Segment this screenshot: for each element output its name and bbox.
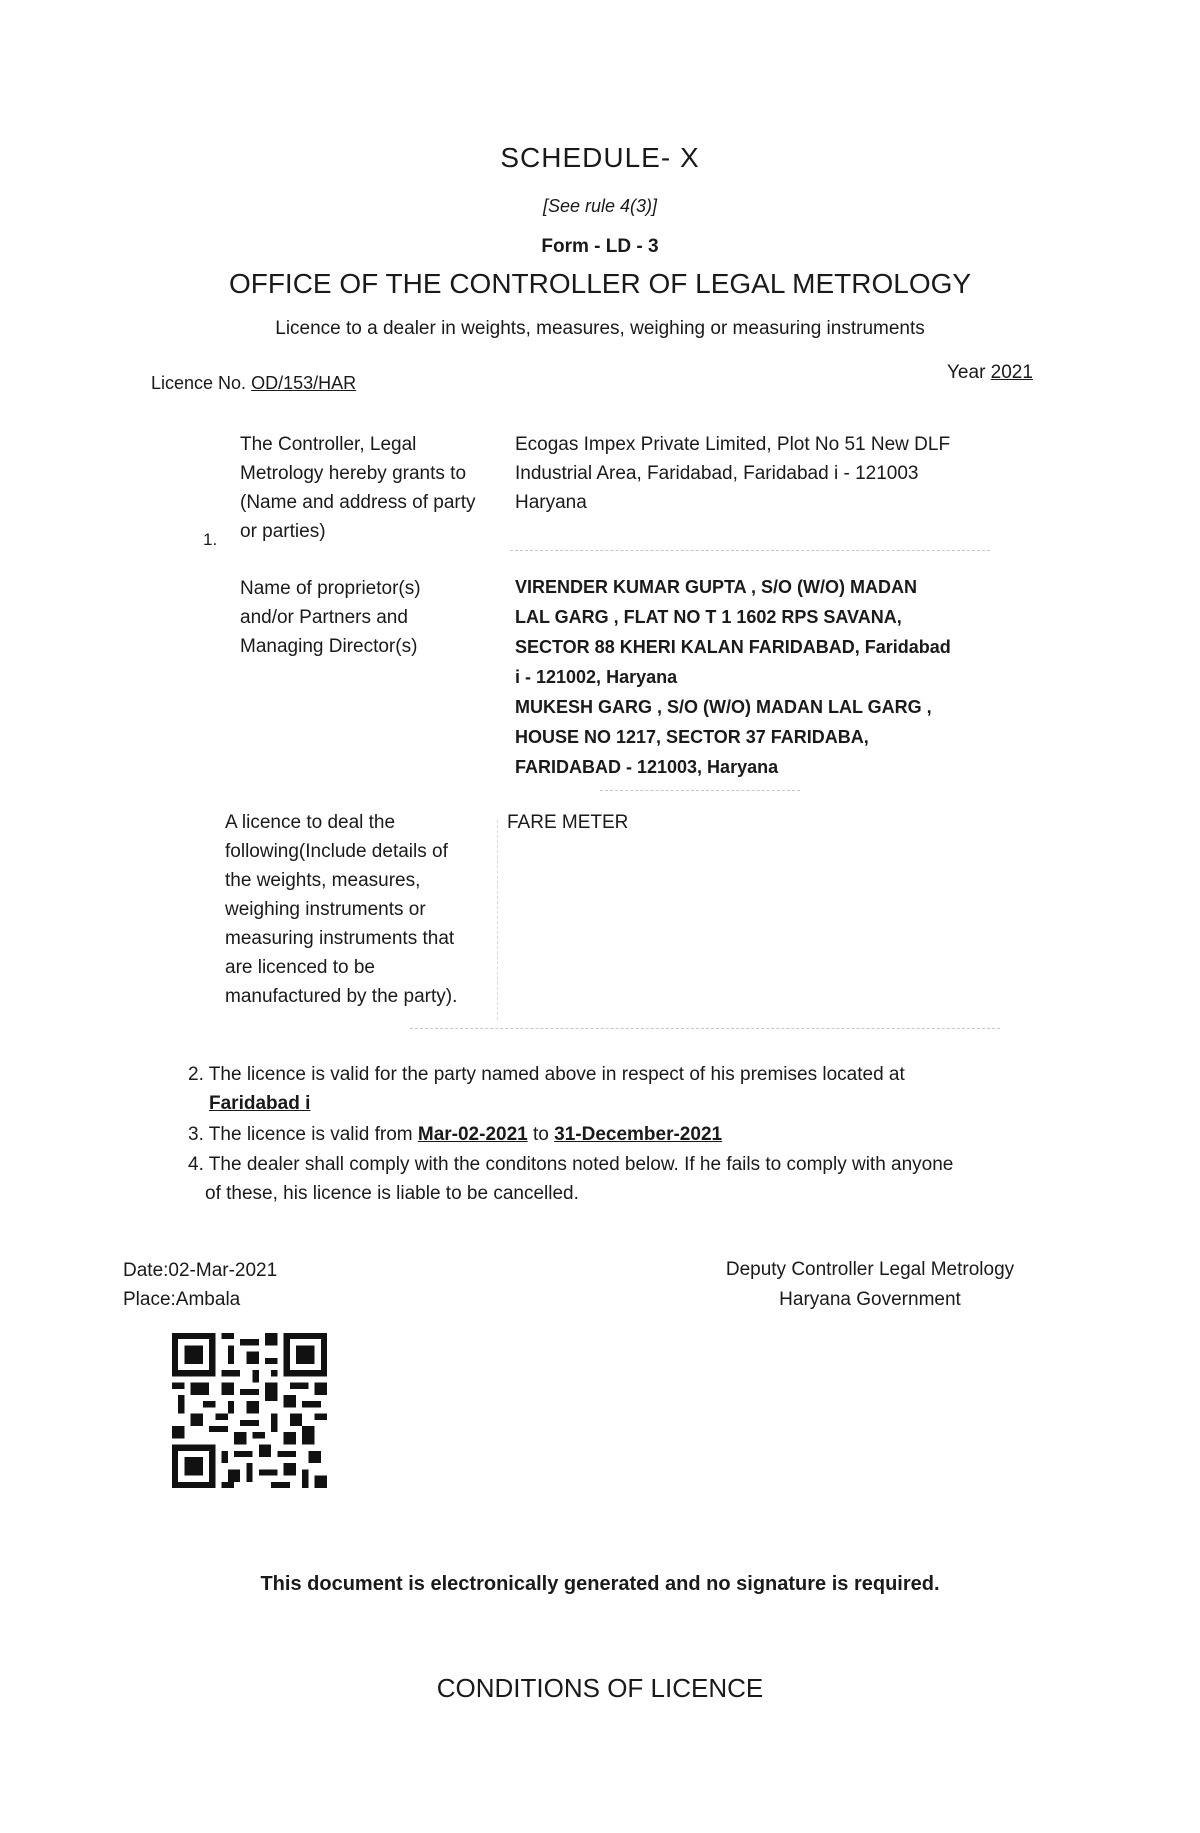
row-divider xyxy=(510,550,990,551)
year-label: Year xyxy=(947,362,986,383)
label-line: measuring instruments that xyxy=(225,928,455,949)
form-number: Form - LD - 3 xyxy=(541,236,659,257)
value-line: i - 121002, Haryana xyxy=(515,667,678,687)
proprietors-list xyxy=(515,572,1015,782)
value-line: Ecogas Impex Private Limited, Plot No 51 New DLF xyxy=(515,434,951,455)
issue-place: Place:Ambala xyxy=(123,1289,241,1310)
clause-4 xyxy=(188,1150,1048,1208)
value-line: Industrial Area, Faridabad, Faridabad i - 121003 xyxy=(515,463,919,484)
label-line: following(Include details of xyxy=(225,841,448,862)
label-line: A licence to deal the xyxy=(225,812,396,833)
value-line: Haryana xyxy=(515,492,587,513)
value-line: HOUSE NO 1217, SECTOR 37 FARIDABA, xyxy=(515,727,869,747)
licence-description: Licence to a dealer in weights, measures, weighing or measuring instruments xyxy=(275,318,925,339)
clause-number: 3. xyxy=(188,1124,204,1145)
clause-text: The licence is valid from xyxy=(208,1124,413,1145)
table-bottom-divider xyxy=(410,1028,1000,1029)
conditions-heading: CONDITIONS OF LICENCE xyxy=(436,1673,764,1703)
label-line: are licenced to be xyxy=(225,957,375,978)
grantor-label xyxy=(240,430,490,546)
label-line: manufactured by the party). xyxy=(225,986,458,1007)
clause-text: The licence is valid for the party named above in respect of his premises located at xyxy=(208,1064,905,1085)
valid-to-date: 31-December-2021 xyxy=(554,1124,723,1145)
label-line: and/or Partners and xyxy=(240,607,408,628)
clause-2 xyxy=(188,1060,1028,1118)
licence-number-value: OD/153/HAR xyxy=(251,373,357,393)
label-line: the weights, measures, xyxy=(225,870,421,891)
premises-location: Faridabad i xyxy=(209,1093,311,1114)
schedule-title: SCHEDULE- X xyxy=(500,142,700,173)
label-line: or parties) xyxy=(240,521,326,542)
electronic-document-note: This document is electronically generated and no signature is required. xyxy=(260,1573,940,1595)
label-line: Name of proprietor(s) xyxy=(240,578,421,599)
column-divider xyxy=(497,820,498,1020)
clause-text: of these, his licence is liable to be cancelled. xyxy=(205,1183,579,1204)
value-line: SECTOR 88 KHERI KALAN FARIDABAD, Faridabad xyxy=(515,637,951,657)
proprietors-label xyxy=(240,574,490,661)
signatory-title: Deputy Controller Legal Metrology xyxy=(725,1259,1015,1280)
label-line: (Name and address of party xyxy=(240,492,476,513)
licence-number xyxy=(151,373,356,394)
licence-number-label: Licence No. xyxy=(151,373,247,393)
label-line: Metrology hereby grants to xyxy=(240,463,467,484)
instruments-value xyxy=(507,808,807,837)
clause-number: 4. xyxy=(188,1154,204,1175)
clause-text: The dealer shall comply with the conditons noted below. If he fails to comply with anyone xyxy=(208,1154,954,1175)
row-divider xyxy=(600,790,800,791)
issue-details xyxy=(123,1256,277,1314)
item-number: 1. xyxy=(203,530,218,549)
clause-3 xyxy=(188,1120,1028,1149)
clause-number: 2. xyxy=(188,1064,204,1085)
value-line: MUKESH GARG , S/O (W/O) MADAN LAL GARG , xyxy=(515,697,932,717)
label-line: weighing instruments or xyxy=(225,899,426,920)
signatory-org: Haryana Government xyxy=(779,1289,961,1310)
clause-text: to xyxy=(533,1124,549,1145)
label-line: The Controller, Legal xyxy=(240,434,417,455)
signatory-block xyxy=(680,1255,1060,1315)
label-line: Managing Director(s) xyxy=(240,636,418,657)
rule-reference: [See rule 4(3)] xyxy=(542,196,658,216)
year-value: 2021 xyxy=(990,362,1033,383)
value-line: LAL GARG , FLAT NO T 1 1602 RPS SAVANA, xyxy=(515,607,902,627)
value-line: FARE METER xyxy=(507,812,629,833)
instruments-label xyxy=(225,808,490,1011)
valid-from-date: Mar-02-2021 xyxy=(417,1124,528,1145)
office-title: OFFICE OF THE CONTROLLER OF LEGAL METROLOGY xyxy=(228,268,972,299)
grantee-address xyxy=(515,430,1015,517)
qr-code-icon xyxy=(172,1333,327,1488)
licence-year xyxy=(947,362,1033,384)
value-line: FARIDABAD - 121003, Haryana xyxy=(515,757,779,777)
issue-date: Date:02-Mar-2021 xyxy=(123,1260,278,1281)
value-line: VIRENDER KUMAR GUPTA , S/O (W/O) MADAN xyxy=(515,577,917,597)
